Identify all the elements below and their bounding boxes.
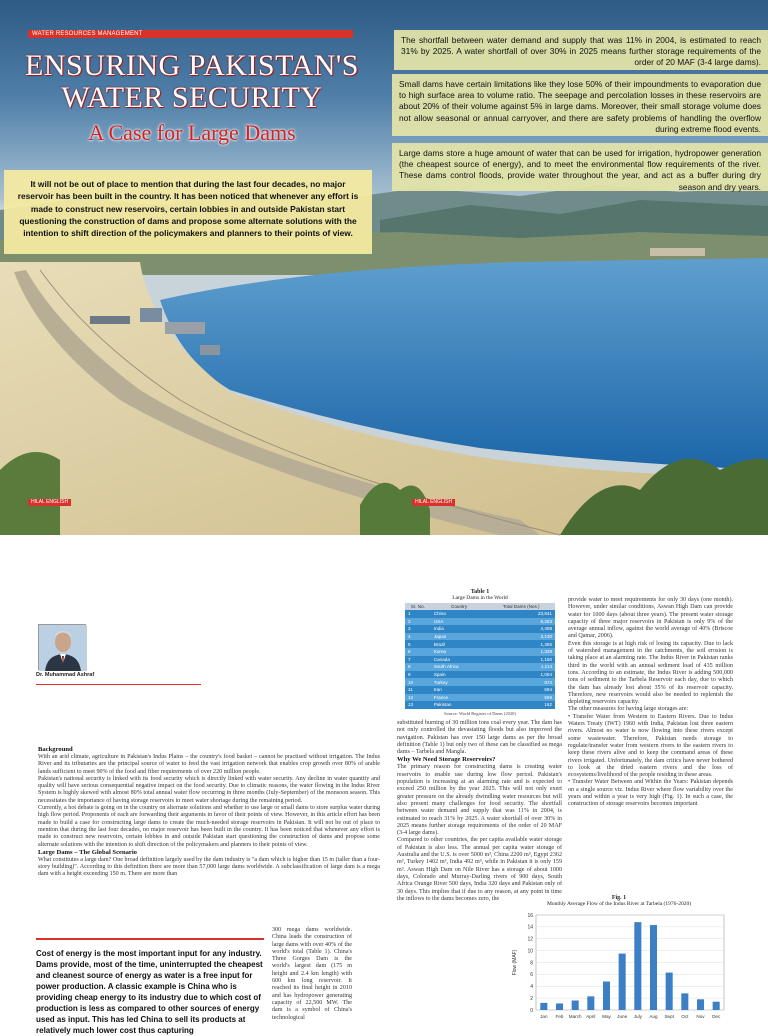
- y-tick-label: 4: [530, 984, 533, 991]
- table-row: [405, 633, 555, 641]
- cell-total-dams: 1,150: [487, 656, 555, 664]
- cell-sr-no: 9: [405, 671, 431, 679]
- column-header-country: Country: [431, 603, 488, 610]
- callout-small-dams: Small dams have certain limitations like they lose 50% of their impoundments to evaporation due to high surface area to volume ratio. The seepage and percolation losses in these reservoirs are about 20% of their volume against 5% in large dams. Moreover, their small storage volume does not allow seasonal or annual carryover, and there are safety problems of handling the overflow during extreme flood events.: [392, 74, 768, 136]
- cell-total-dams: 4,408: [487, 625, 555, 633]
- x-tick-label: May: [602, 1014, 611, 1019]
- body-column-china: 300 mega dams worldwide. China leads the construction of large dams with over 40% of the world's total (Table 1). China's Three Gorges Dam is the world's largest dam (175 m height and 2.4 km length) with 600 km long reservoir. It reached its final height in 2010 and has hydropower generating capacity of 22,500 MW. The dam is a symbol of China's technological: [272, 927, 352, 1021]
- x-tick-label: Oct: [681, 1014, 689, 1019]
- middle-column-paragraph: The primary reason for constructing dams is creating water reservoirs to enable use during low flow period. Pakistan's population is increasing at an alarming rate and is expected to exceed 250 million by the year 2025. This will not only exert greater pressure on the already dwindling water resources but will also present many challenges for food security. The shortfall between water demand and supply that was 11% in 2004, is estimated to reach 31% by 2025. A water shortfall of over 30% in 2025 means further storage requirements of the order of 20 MAF (3-4 large dams).: [397, 764, 562, 837]
- bar-feb: [556, 1003, 563, 1010]
- table-row: [405, 618, 555, 626]
- title-line-1: ENSURING PAKISTAN'S: [25, 49, 359, 82]
- cell-total-dams: 9,263: [487, 618, 555, 626]
- bar-dec: [713, 1002, 720, 1010]
- cell-total-dams: 974: [487, 678, 555, 686]
- y-tick-label: 6: [530, 972, 533, 979]
- cell-total-dams: 3,130: [487, 633, 555, 641]
- cell-country: France: [431, 694, 488, 702]
- cell-country: Iran: [431, 686, 488, 694]
- bar-oct: [681, 993, 688, 1010]
- middle-column-paragraph: substituted burning of 30 million tons coal every year. The dam has not only controlled the devastating floods but also improved the navigation. Pakistan has over 150 large dams as per the broad definition (Table 1) but only two of these can be classified as mega dams – Tarbela and Mangla.: [397, 720, 562, 756]
- left-column-paragraph: Currently, a hot debate is going on in the country on alternate solutions and whether to use large or small dams to store surplus water during high flow period. Proponents of each are forwarding their arguments in favor of their points of view. However, in this article effort has been made to build a case for constructing large dams to create the much-needed storage reservoirs in Pakistan. It will not be out of place to mention that during the last four decades, no major reservoir has been built in the country. It has been noticed that whenever any effort is made to construct new reservoirs, certain lobbies in and outside Pakistan start questioning the construction of dams and propose some alternate solutions with the intention to shift direction of the policymakers and planners to their points of view.: [38, 805, 380, 848]
- table-large-dams: [396, 589, 564, 716]
- cell-country: USA: [431, 618, 488, 626]
- right-column-paragraph: provide water to meet requirements for only 30 days (one month). However, under similar conditions, Aswan High Dam can provide water for 1000 days (about three years). The present water storage capacity of three major reservoirs in Pakistan is only 9% of the average annual inflow, against the world average of 40% (Briscoe and Qamar, 2006).: [568, 597, 733, 640]
- cell-total-dams: 1,114: [487, 663, 555, 671]
- cell-country: Korea: [431, 648, 488, 656]
- dams-table: [405, 603, 555, 709]
- cell-sr-no: 7: [405, 656, 431, 664]
- x-tick-label: June: [617, 1014, 628, 1019]
- cell-country: China: [431, 610, 488, 618]
- intro-box: It will not be out of place to mention that during the last four decades, no major reservoir has been built in the country. It has been noticed that whenever any effort is made to construct new reservoirs, certain lobbies in and outside Pakistan start questioning the construction of dams and propose some alternate solutions with the intention to shift direction of the policymakers and planners to their points of view.: [4, 170, 372, 254]
- chart-canvas: [508, 911, 730, 1024]
- cell-sr-no: 12: [405, 694, 431, 702]
- x-tick-label: March: [568, 1014, 582, 1019]
- callout-shortfall: The shortfall between water demand and supply that was 11% in 2004, is estimated to reach 31% by 2025. A water shortfall of over 30% in 2025 means further storage requirements of the order of 20 MAF (3-4 large dams).: [394, 30, 768, 70]
- cell-sr-no: 4: [405, 633, 431, 641]
- cell-sr-no: 2: [405, 618, 431, 626]
- y-tick-label: 8: [530, 960, 533, 967]
- cell-country: India: [431, 625, 488, 633]
- table-row: [405, 640, 555, 648]
- page-subtitle: A Case for Large Dams: [88, 120, 296, 145]
- cell-country: Canada: [431, 656, 488, 664]
- table-row: [405, 648, 555, 656]
- callout-large-dams: Large dams store a huge amount of water that can be used for irrigation, hydropower generation (the cheapest source of energy), and to meet the environmental flow requirements of the river. These dams control floods, provide water throughout the year, and act as a buffer during dry season and dry years.: [392, 143, 768, 191]
- y-tick-label: 0: [530, 1007, 533, 1014]
- cell-country: Japan: [431, 633, 488, 641]
- table-title: Table 1: [470, 589, 490, 595]
- page-tag-right: HILAL ENGLISH: [412, 499, 455, 506]
- cell-sr-no: 13: [405, 701, 431, 709]
- left-column-heading: Background: [38, 746, 73, 753]
- cell-total-dams: 594: [487, 686, 555, 694]
- body-column-left: [38, 746, 380, 879]
- x-tick-label: Aug: [649, 1014, 658, 1019]
- pull-quote: Cost of energy is the most important input for any industry. Dams provide, most of the time, uninterrupted the cheapest and cleanest source of energy as water is a free input for power production. A classic example is China who is providing cheap energy to its industry due to which cost of production is less as compared to other sources of energy used as input. This has led China to sell its products at relatively much lower cost thus capturing: [36, 938, 264, 1024]
- table-row: [405, 686, 555, 694]
- cell-sr-no: 1: [405, 610, 431, 618]
- cell-sr-no: 3: [405, 625, 431, 633]
- left-column-paragraph: With an arid climate, agriculture in Pakistan's Indus Plains – the country's food basket – cannot be practised without irrigation. The Indus River and its tributaries are the principal source of water to feed the vast irrigation network that enables crop growth over 80% of arable lands sufficient to meet 90% of the food and fiber requirements of over 220 million people.: [38, 754, 380, 775]
- cell-sr-no: 8: [405, 663, 431, 671]
- bar-july: [634, 922, 641, 1010]
- bar-march: [572, 1001, 579, 1011]
- cell-country: Turkey: [431, 678, 488, 686]
- x-tick-label: Sept: [664, 1014, 674, 1019]
- table-row: [405, 663, 555, 671]
- page-title: [10, 50, 374, 114]
- cell-total-dams: 1,338: [487, 648, 555, 656]
- table-row: [405, 694, 555, 702]
- y-tick-label: 16: [527, 912, 533, 919]
- flow-chart: [508, 895, 730, 1024]
- table-row: [405, 656, 555, 664]
- y-tick-label: 12: [527, 936, 533, 943]
- left-column-paragraph: Pakistan's national security is linked with its food security which is directly linked with water security. Any decline in water quantity and quality will have serious consequential negative impact on the food security. Due to climatic reasons, the water flowing in the Indus River System is highly skewed with almost 80% total annual water flow occurring in three months (July-September) of the monsoon season. This necessitates the importance of having storage reservoirs to meet water shortage during the remaining period.: [38, 775, 380, 804]
- x-tick-label: April: [586, 1014, 596, 1019]
- table-row: [405, 625, 555, 633]
- cell-sr-no: 6: [405, 648, 431, 656]
- table-subtitle: Large Dams in the World: [452, 595, 508, 601]
- left-column-heading: Large Dams – The Global Scenario: [38, 848, 137, 856]
- body-column-right: [568, 597, 733, 809]
- y-tick-label: 2: [530, 995, 533, 1002]
- x-tick-label: Nov: [696, 1014, 705, 1019]
- middle-column-paragraph: Compared to other countries, the per capita available water storage of Pakistan is also less. The annual per capita water storage of Australia and the U.S. is over 5000 m³, China 2200 m³, Egypt 2362 m³, Turkey 1402 m³, India 492 m³, while in Pakistan it is only 159 m³. Aswan High Dam on Nile River has a storage of about 1000 days, Colorado and Murray-Darling rivers of 900 days, South Africa Orange River 500 days, India 320 days and Pakistan only of 30 days. This implies that if due to any reason, at any point in time the inflows to the dams becomes zero, the: [397, 837, 562, 902]
- cell-total-dams: 23,841: [487, 610, 555, 618]
- table-row: [405, 671, 555, 679]
- cell-total-dams: 569: [487, 694, 555, 702]
- bar-april: [587, 996, 594, 1010]
- divider: [36, 684, 201, 685]
- cell-total-dams: 162: [487, 701, 555, 709]
- cell-total-dams: 1,365: [487, 640, 555, 648]
- x-tick-label: Jan: [540, 1014, 548, 1019]
- cell-sr-no: 10: [405, 678, 431, 686]
- bar-sept: [666, 973, 673, 1010]
- table-row: [405, 701, 555, 709]
- x-tick-label: Dec: [712, 1014, 721, 1019]
- middle-column-heading: Why We Need Storage Reservoirs?: [397, 756, 496, 764]
- y-tick-label: 10: [527, 948, 533, 955]
- column-header-total: Total Dams (Nos.): [487, 603, 555, 610]
- y-axis-label: Flow (MAF): [512, 949, 518, 976]
- bar-nov: [697, 999, 704, 1010]
- page-tag-left: HILAL ENGLISH: [28, 499, 71, 506]
- body-column-middle: [397, 720, 562, 903]
- cell-country: South Africa: [431, 663, 488, 671]
- right-column-paragraph: Even this storage is at high risk of losing its capacity. Due to lack of watershed management in the catchments, the soil erosion is taking place at an alarming rate. The Indus River in Pakistan ranks third in the world with an annual sediment load of 435 million tons. According to an estimate, the Indus River is adding 500,000 tons of sediment to the Tarbela Reservoir each day, due to which the dam has already lost about 35% of its reservoir capacity. Therefore, new reservoirs would also be needed to replenish the depleting reservoirs capacity.: [568, 640, 733, 706]
- cell-country: Spain: [431, 671, 488, 679]
- cell-country: Pakistan: [431, 701, 488, 709]
- author-photo: [38, 624, 86, 670]
- right-column-paragraph: The other measures for having large storages are:: [568, 706, 689, 713]
- table-row: [405, 678, 555, 686]
- cell-total-dams: 1,064: [487, 671, 555, 679]
- left-column-paragraph: What constitutes a large dam? One broad definition largely used by the dam industry is "a dam which is higher than 15 m (taller than a four-story building)". According to this definition there are more than 57,000 large dams worldwide. A subclassification of large dam is a mega dam with a height exceeding 150 m. There are more than: [38, 856, 380, 878]
- section-tag: WATER RESOURCES MANAGEMENT: [28, 30, 353, 38]
- author-name: Dr. Muhammad Ashraf: [36, 672, 95, 678]
- table-header-row: [405, 603, 555, 610]
- x-tick-label: Feb: [555, 1014, 564, 1019]
- cell-sr-no: 5: [405, 640, 431, 648]
- y-tick-label: 14: [527, 924, 533, 931]
- table-row: [405, 610, 555, 618]
- right-column-paragraph: • Transfer Water from Western to Eastern Rivers. Due to Indus Waters Treaty (IWT) 1960 with India, Pakistan lost three eastern rivers. Almost no water is now flowing into these rivers except some wastewater. Therefore, Pakistan needs storage to regulate/transfer water from western rivers to the eastern rivers to keep these rivers alive and to keep the command areas of these rivers irrigated. Unfortunately, the dam critics have never bothered to look at the dried eastern rivers and the loss of ecosystems/livelihood of the people residing in these areas.: [568, 713, 733, 779]
- bar-june: [619, 954, 626, 1010]
- column-header-sr: Sr. No.: [405, 603, 431, 610]
- bar-aug: [650, 925, 657, 1010]
- bar-jan: [540, 1003, 547, 1010]
- table-source: Source: World Register of Dams (2020): [444, 710, 516, 716]
- x-tick-label: July: [633, 1014, 642, 1019]
- right-column-paragraph: • Transfer Water Between and Within the Years: Pakistan depends on a single source viz. Indus River where flow variability over the years and within a year is very high (Fig. 1). In such a case, the construction of storage reservoirs becomes important: [568, 779, 733, 808]
- title-line-2: WATER SECURITY: [61, 81, 323, 114]
- cell-sr-no: 11: [405, 686, 431, 694]
- chart-figure-label: Fig. 1: [611, 895, 627, 901]
- chart-title: Monthly Average Flow of the Indus River at Tarbela (1976-2020): [546, 901, 692, 907]
- cell-country: Brazil: [431, 640, 488, 648]
- bar-may: [603, 982, 610, 1011]
